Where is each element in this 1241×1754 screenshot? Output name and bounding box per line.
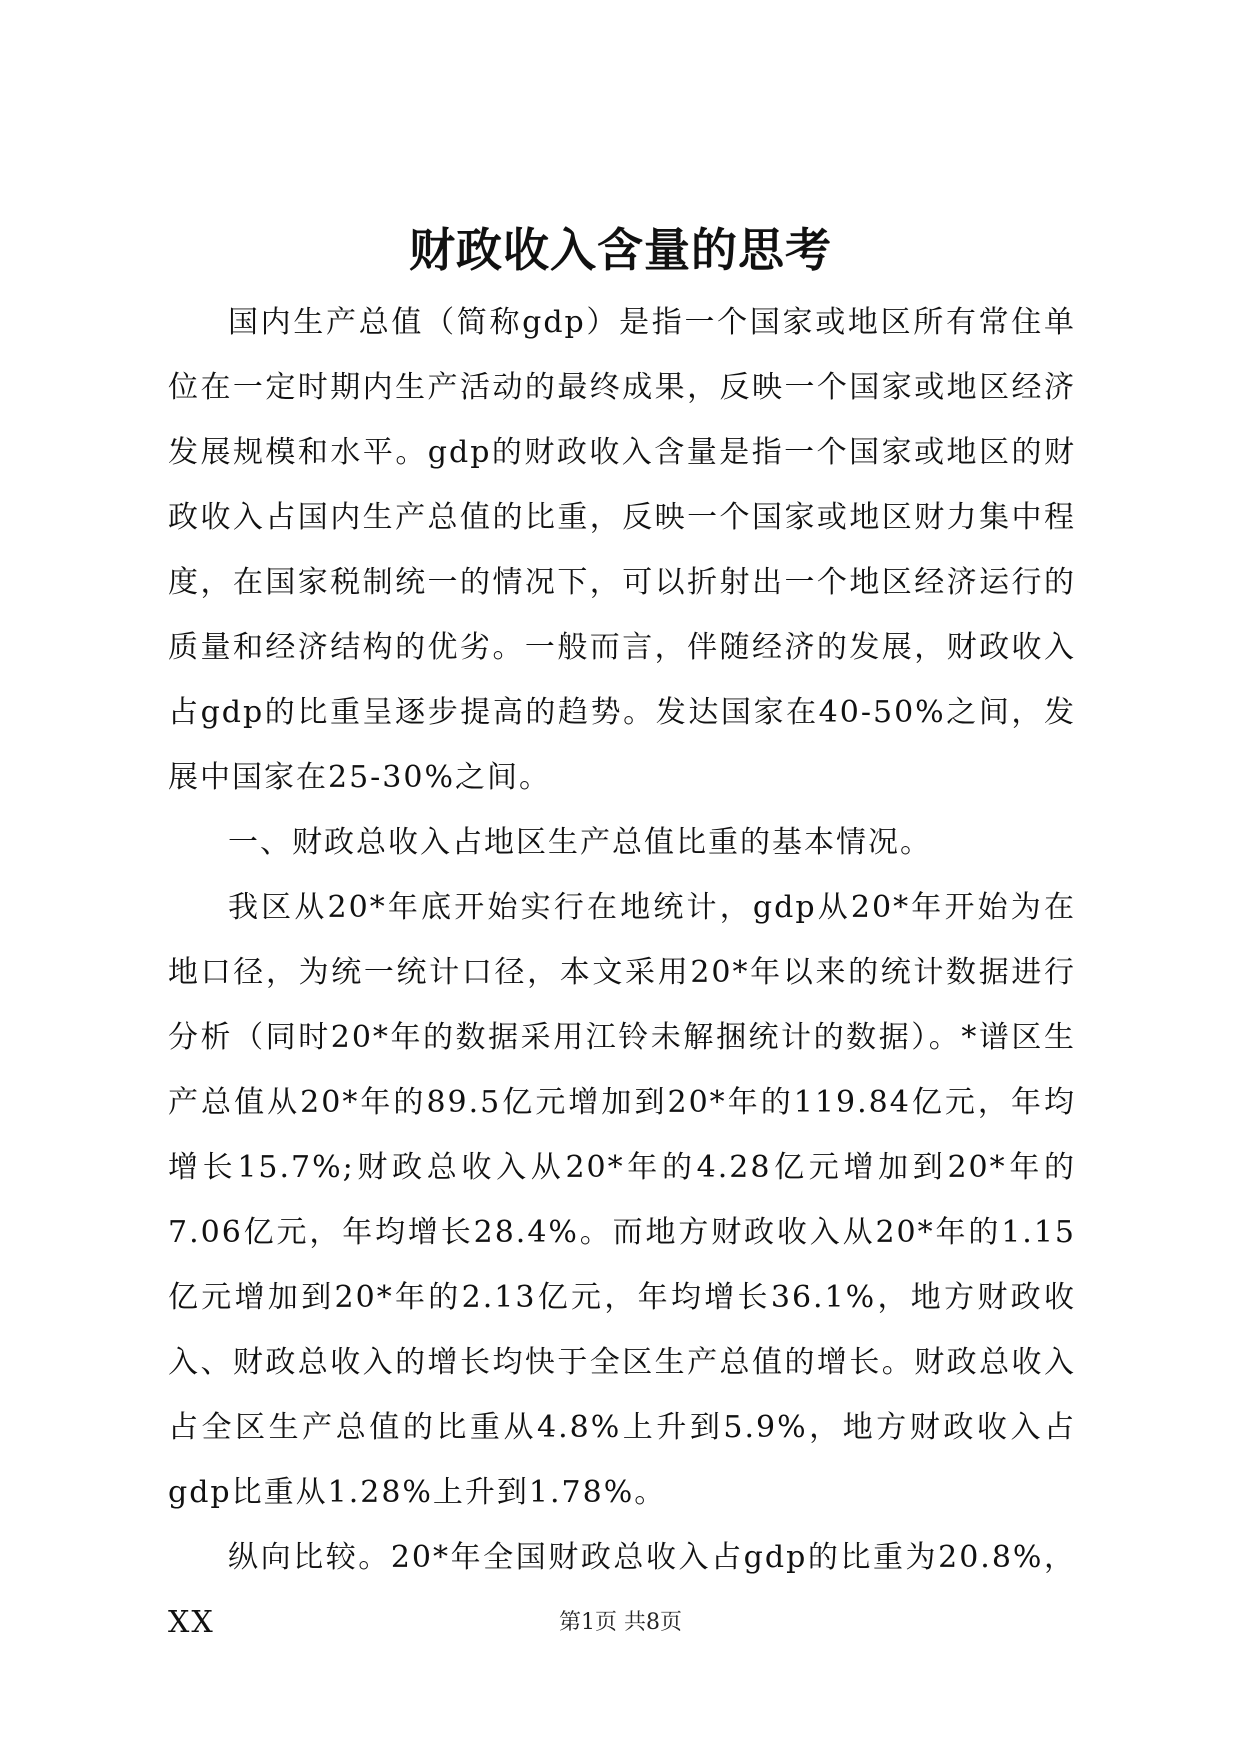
document-title: 财政收入含量的思考 [409,223,832,277]
paragraph-section-heading: 一、财政总收入占地区生产总值比重的基本情况。 [228,825,932,860]
paragraph-comparison: 纵向比较。20*年全国财政总收入占gdp的比重为20.8%，XX [168,1540,1076,1640]
paragraph-intro: 国内生产总值（简称gdp）是指一个国家或地区所有常住单位在一定时期内生产活动的最终成果，反映一个国家或地区经济发展规模和水平。gdp的财政收入含量是指一个国家或地区的财政收入占国内生产总值的比重，反映一个国家或地区财力集中程度，在国家税制统一的情况下，可以折射出一个地区经济运行的质量和经济结构的优劣。一般而言，伴随经济的发展，财政收入占gdp的比重呈逐步提高的趋势。发达国家在40-50%之间，发展中国家在25-30%之间。 [168,305,1076,795]
page-number-footer: 第1页 共8页 [559,1610,682,1635]
paragraph-statistics: 我区从20*年底开始实行在地统计，gdp从20*年开始为在地口径，为统一统计口径，本文采用20*年以来的统计数据进行分析（同时20*年的数据采用江铃未解捆统计的数据）。*谱区生产总值从20*年的89.5亿元增加到20*年的119.84亿元，年均增长15.7%;财政总收入从20*年的4.28亿元增加到20*年的7.06亿元，年均增长28.4%。而地方财政收入从20*年的1.15亿元增加到20*年的2.13亿元，年均增长36.1%，地方财政收入、财政总收入的增长均快于全区生产总值的增长。财政总收入占全区生产总值的比重从4.8%上升到5.9%，地方财政收入占gdp比重从1.28%上升到1.78%。 [168,890,1076,1510]
document-body [168,290,1076,1655]
